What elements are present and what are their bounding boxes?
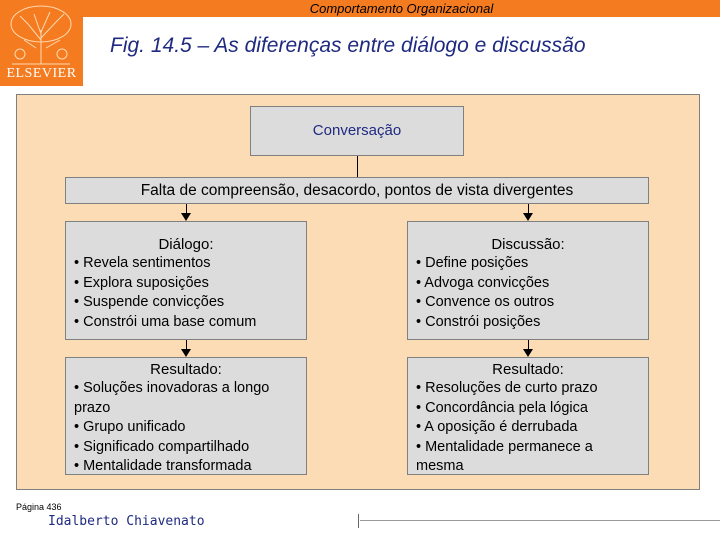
root-label: Conversação — [312, 122, 402, 139]
list-item: • Grupo unificado — [74, 419, 186, 435]
author-name: Idalberto Chiavenato — [48, 514, 205, 529]
list-item: • Explora suposições — [74, 274, 209, 291]
discussion-result-box — [407, 357, 649, 475]
list-item: • Constrói posições — [416, 313, 541, 330]
conflict-box — [65, 177, 649, 204]
discussion-box — [407, 221, 649, 340]
dialogue-title: Diálogo: — [158, 236, 214, 253]
conflict-label: Falta de compreensão, desacordo, pontos de vista divergentes — [140, 182, 574, 199]
discussion-result-title: Resultado: — [492, 361, 564, 378]
list-item: • Suspende convicções — [74, 294, 225, 310]
list-item: • Mentalidade permanece a mesma — [416, 438, 593, 474]
discussion-result-list — [408, 379, 648, 477]
list-item: • Soluções inovadoras a longo prazo — [74, 380, 270, 416]
arrow-down-icon — [523, 213, 533, 221]
dialogue-result-box — [65, 357, 307, 475]
list-item: • Advoga convicções — [416, 274, 550, 291]
root-box — [250, 106, 464, 156]
list-item: • Define posições — [416, 255, 529, 271]
footer-rule — [360, 520, 720, 521]
list-item: • Revela sentimentos — [74, 255, 211, 271]
course-title-bar — [83, 0, 720, 17]
elsevier-logo — [0, 0, 83, 86]
connector-line — [357, 156, 358, 177]
arrow-down-icon — [523, 349, 533, 357]
dialogue-list — [66, 254, 306, 332]
dialogue-result-title: Resultado: — [150, 361, 222, 378]
list-item: • Resoluções de curto prazo — [416, 380, 598, 396]
arrow-down-icon — [181, 349, 191, 357]
list-item: • Concordância pela lógica — [416, 399, 588, 416]
page-number: Página 436 — [16, 502, 62, 512]
list-item: • Constrói uma base comum — [74, 313, 257, 330]
arrow-down-icon — [181, 213, 191, 221]
discussion-list — [408, 254, 648, 332]
list-item: • Significado compartilhado — [74, 438, 250, 455]
tree-icon — [0, 0, 83, 70]
list-item: • Convence os outros — [416, 294, 555, 310]
dialogue-box — [65, 221, 307, 340]
course-title: Comportamento Organizacional — [309, 1, 494, 16]
footer-divider — [358, 514, 359, 528]
list-item: • A oposição é derrubada — [416, 419, 578, 435]
figure-title: Fig. 14.5 – As diferenças entre diálogo e discussão — [110, 34, 586, 57]
dialogue-result-list — [66, 379, 306, 477]
logo-text: ELSEVIER — [6, 66, 77, 81]
discussion-title: Discussão: — [491, 236, 565, 253]
list-item: • Mentalidade transformada — [74, 458, 252, 474]
